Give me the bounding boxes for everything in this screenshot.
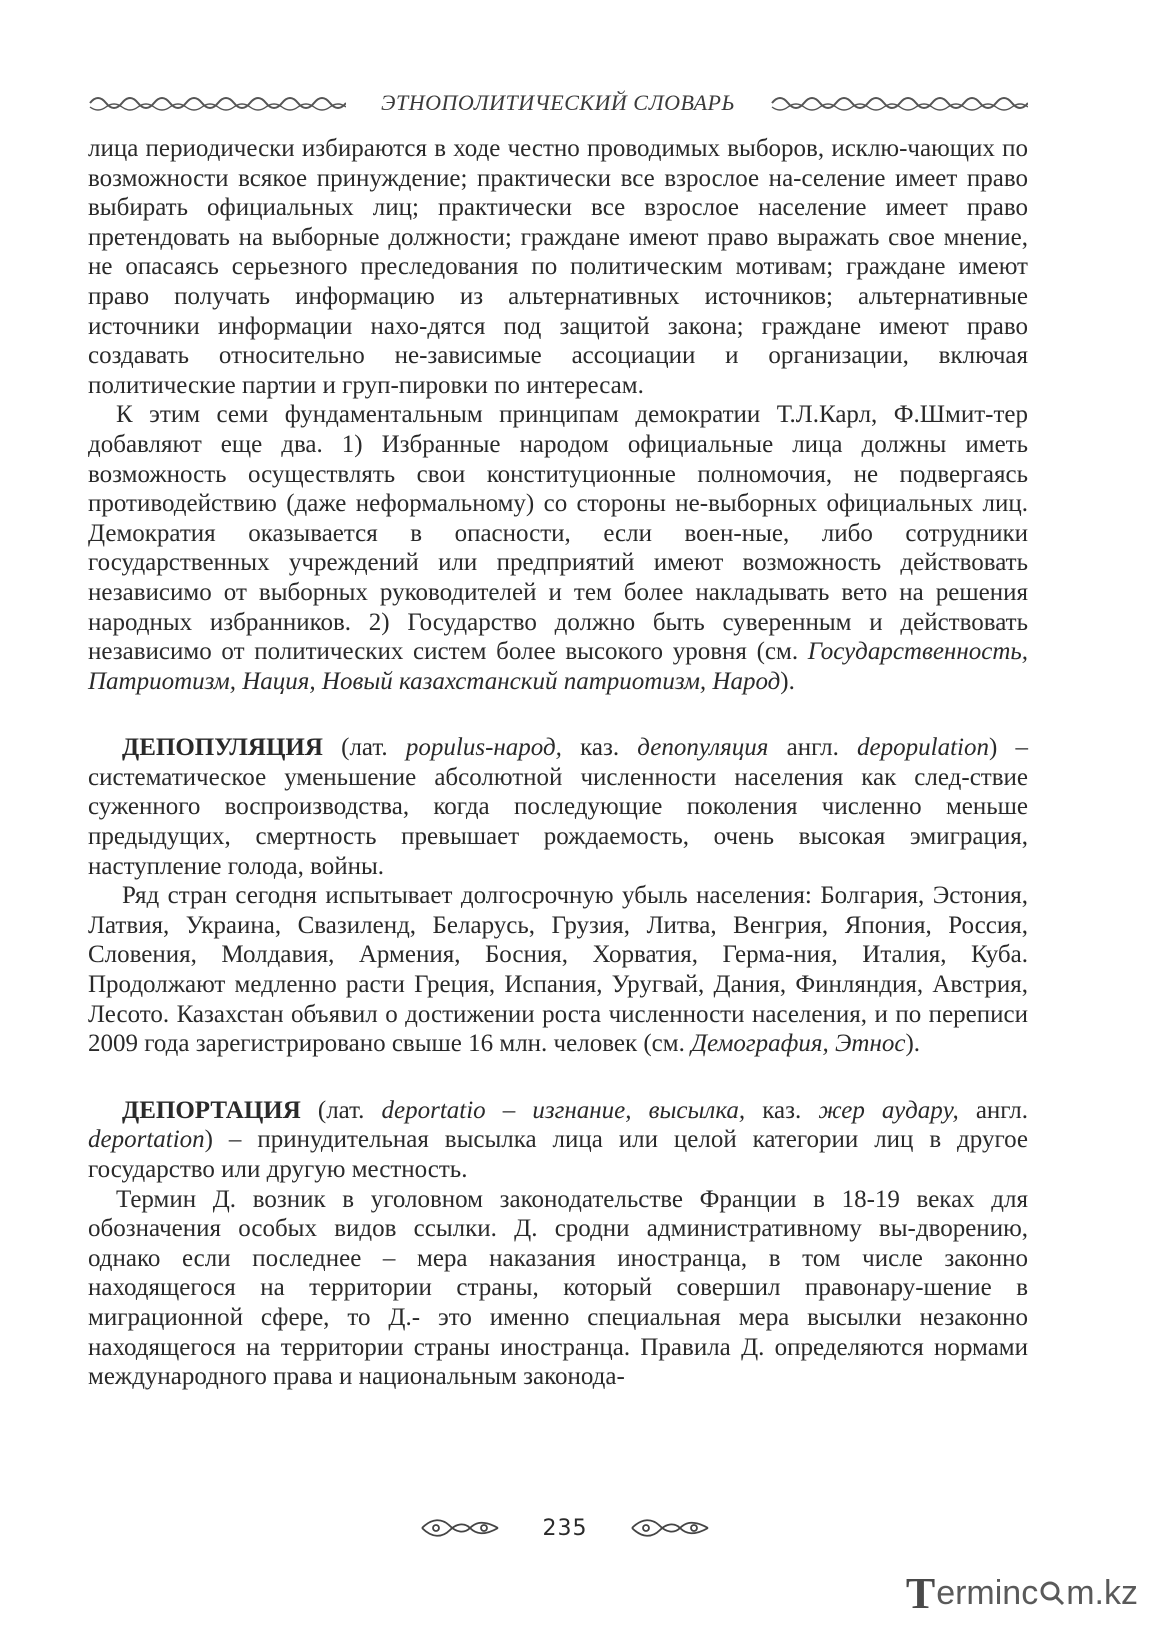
paragraph-end: ). xyxy=(905,1030,921,1058)
page-footer xyxy=(420,1512,710,1544)
paragraph-democracy-principles xyxy=(88,400,1028,696)
footer-flourish-right-icon xyxy=(630,1516,710,1540)
entry-text: (лат. xyxy=(300,1096,382,1124)
magnifier-icon xyxy=(1039,1580,1065,1606)
entry-text: каз. xyxy=(745,1096,819,1124)
entry-latin: deportatio – изгнание, высылка, xyxy=(381,1096,746,1124)
entry-english: deportation xyxy=(88,1126,205,1154)
entry-text: англ. xyxy=(958,1096,1029,1124)
entry-text: каз. xyxy=(561,734,638,762)
entry-latin: populus-народ, xyxy=(405,734,562,762)
entry-english: depopulation xyxy=(857,734,989,762)
header-ornament-right-icon xyxy=(770,92,1028,114)
entry-deportation xyxy=(88,1096,1028,1185)
watermark-text: erminc xyxy=(936,1573,1039,1612)
paragraph-deportation-history: Термин Д. возник в уголовном законодательстве Франции в 18-19 веках для обозначения особых видов ссылки. Д. сродни административному вы-дворению, однако если последнее – мера наказания иностранца, в том числе законно находящегося на территории страны, который совершил правонару-шение в миграционной сфере, то Д.- это именно специальная мера высылки незаконно находящегося на территории страны иностранца. Правила Д. определяются нормами международного права и национальным законода- xyxy=(88,1185,1028,1391)
footer-flourish-left-icon xyxy=(420,1516,500,1540)
entry-text: англ. xyxy=(768,734,858,762)
entry-term: ДЕПОПУЛЯЦИЯ xyxy=(122,734,323,762)
entry-definition: ) – систематическое уменьшение абсолютной численности населения как след-ствие суженного воспроизводства, когда последующие поколения численно меньше предыдущих, смертность превышает рождаемость, очень высокая эмиграция, наступление голода, войны. xyxy=(88,734,1029,880)
paragraph-text: К этим семи фундаментальным принципам демократии Т.Л.Карл, Ф.Шмит-тер добавляют еще два. 1) Избранные народом официальные лица должны иметь возможность осуществлять свои конституционные полномочия, не подвергаясь противодействию (даже неформальному) со стороны не-выборных официальных лиц. Демократия оказывается в опасности, если воен-ные, либо сотрудники государственных учреждений или предприятий имеют возможность действовать независимо от выборных руководителей и тем более накладывать вето на решения народных избранников. 2) Государство должно быть суверенным и действовать независимо от политических систем более высокого уровня (см. xyxy=(88,401,1028,666)
entry-kazakh: жер аударy, xyxy=(818,1096,959,1124)
entry-text: (лат. xyxy=(322,734,406,762)
site-watermark xyxy=(905,1568,1138,1618)
paragraph-end: ). xyxy=(780,667,795,695)
paragraph-text: Ряд стран сегодня испытывает долгосрочную убыль населения: Болгария, Эстония, Латвия, Украина, Свазиленд, Беларусь, Грузия, Литва, Венгрия, Япония, Россия, Словения, Молдавия, Армения, Босния, Хорватия, Герма-ния, Италия, Куба. Продолжают медленно расти Греция, Испания, Уругвай, Дания, Финляндия, Австрия, Лесото. Казахстан объявил о достижении роста численности населения, и по переписи 2009 года зарегистрировано свыше 16 млн. человек (см. xyxy=(88,882,1028,1058)
cross-references: Демография, Этнос xyxy=(691,1030,906,1058)
entry-definition: ) – принудительная высылка лица или целой категории лиц в другое государство или другую местность. xyxy=(88,1126,1028,1183)
page-number: 235 xyxy=(542,1515,588,1541)
entry-kazakh: депопуляция xyxy=(637,734,769,762)
page-body xyxy=(88,134,1028,1392)
running-header xyxy=(88,88,1028,118)
entry-term: ДЕПОРТАЦИЯ xyxy=(122,1096,301,1124)
entry-depopulation xyxy=(88,733,1028,881)
cross-references: Государственность, Патриотизм, Нация, Новый казахстанский патриотизм, Народ xyxy=(88,638,1028,695)
paragraph-depopulation-countries xyxy=(88,881,1028,1059)
paragraph-continuation: лица периодически избираются в ходе честно проводимых выборов, исклю-чающих по возможности всякое принуждение; практически все взрослое на-селение имеет право выбирать официальных лиц; практически все взрослое население имеет право претендовать на выборные должности; граждане имеют право выражать свое мнение, не опасаясь серьезного преследования по политическим мотивам; граждане имеют право получать информацию из альтернативных источников; альтернативные источники информации нахо-дятся под защитой закона; граждане имеют право создавать относительно не-зависимые ассоциации и организации, включая политические партии и груп-пировки по интересам. xyxy=(88,135,1028,399)
entry-spacer xyxy=(88,1059,1028,1096)
entry-spacer xyxy=(88,696,1028,733)
watermark-letter: T xyxy=(905,1568,936,1618)
header-ornament-left-icon xyxy=(88,92,346,114)
watermark-domain: m.kz xyxy=(1066,1573,1138,1612)
header-title: ЭТНОПОЛИТИЧЕСКИЙ СЛОВАРЬ xyxy=(381,90,735,115)
